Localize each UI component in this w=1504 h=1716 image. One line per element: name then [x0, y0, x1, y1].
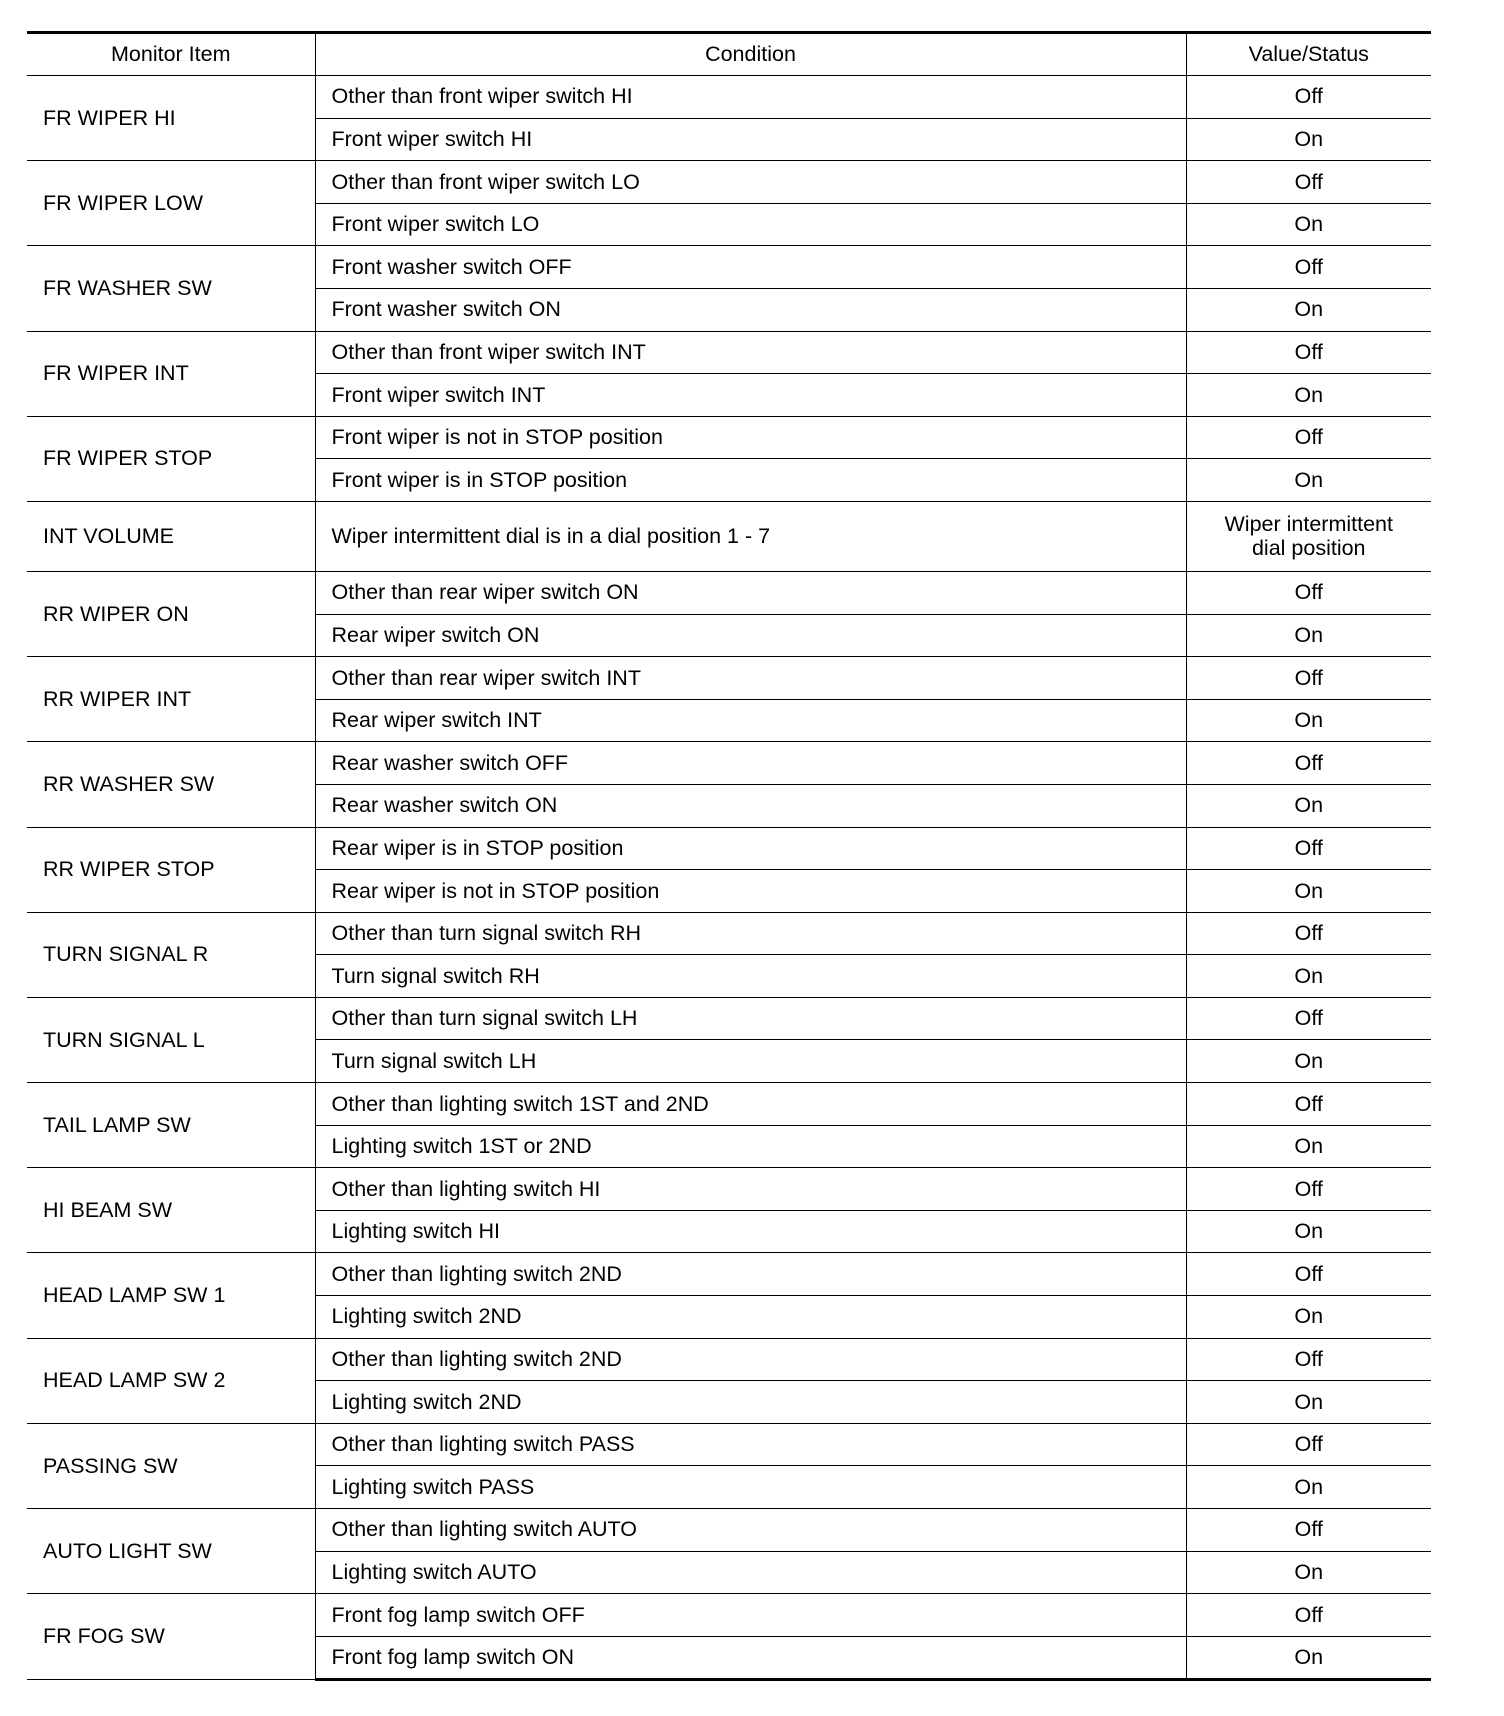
value-status-cell: On	[1186, 1125, 1431, 1168]
condition-cell: Front wiper switch INT	[315, 374, 1186, 417]
condition-cell: Front wiper is not in STOP position	[315, 416, 1186, 459]
value-status-cell: On	[1186, 1381, 1431, 1424]
table-row	[27, 501, 1431, 571]
condition-cell: Other than front wiper switch INT	[315, 331, 1186, 374]
condition-cell: Front wiper switch LO	[315, 203, 1186, 246]
value-status-cell: On	[1186, 614, 1431, 657]
table-row	[27, 416, 1431, 459]
condition-cell: Lighting switch HI	[315, 1210, 1186, 1253]
value-status-cell: On	[1186, 1636, 1431, 1680]
monitor-item-cell: RR WIPER INT	[27, 657, 315, 742]
header-value-status: Value/Status	[1186, 33, 1431, 76]
condition-cell: Turn signal switch RH	[315, 955, 1186, 998]
condition-cell: Lighting switch AUTO	[315, 1551, 1186, 1594]
value-status-cell: On	[1186, 374, 1431, 417]
value-status-cell: On	[1186, 1551, 1431, 1594]
value-status-cell: On	[1186, 870, 1431, 913]
table-header	[27, 33, 1431, 76]
monitor-item-cell: HI BEAM SW	[27, 1168, 315, 1253]
table-row	[27, 1083, 1431, 1126]
header-monitor-item: Monitor Item	[27, 33, 315, 76]
table-row	[27, 1509, 1431, 1552]
table-row	[27, 1594, 1431, 1637]
monitor-item-cell: TAIL LAMP SW	[27, 1083, 315, 1168]
value-status-cell: Off	[1186, 742, 1431, 785]
condition-cell: Other than turn signal switch LH	[315, 997, 1186, 1040]
condition-cell: Rear wiper is not in STOP position	[315, 870, 1186, 913]
header-row	[27, 33, 1431, 76]
monitor-item-cell: HEAD LAMP SW 2	[27, 1338, 315, 1423]
condition-cell: Front wiper is in STOP position	[315, 459, 1186, 502]
table-row	[27, 1253, 1431, 1296]
value-status-cell: Off	[1186, 1253, 1431, 1296]
monitor-item-cell: FR WIPER LOW	[27, 161, 315, 246]
header-condition: Condition	[315, 33, 1186, 76]
condition-cell: Other than lighting switch 1ST and 2ND	[315, 1083, 1186, 1126]
table-body	[27, 76, 1431, 1680]
table-row	[27, 997, 1431, 1040]
table-row	[27, 76, 1431, 119]
condition-cell: Turn signal switch LH	[315, 1040, 1186, 1083]
table-row	[27, 1338, 1431, 1381]
condition-cell: Front washer switch ON	[315, 288, 1186, 331]
value-status-cell: Off	[1186, 1594, 1431, 1637]
value-status-cell: On	[1186, 118, 1431, 161]
condition-cell: Other than lighting switch PASS	[315, 1423, 1186, 1466]
condition-cell: Other than front wiper switch LO	[315, 161, 1186, 204]
value-status-cell: Off	[1186, 571, 1431, 614]
condition-cell: Other than lighting switch AUTO	[315, 1509, 1186, 1552]
condition-cell: Other than lighting switch HI	[315, 1168, 1186, 1211]
monitor-item-cell: AUTO LIGHT SW	[27, 1509, 315, 1594]
condition-cell: Rear wiper switch INT	[315, 699, 1186, 742]
value-status-cell: Off	[1186, 1338, 1431, 1381]
table-row	[27, 912, 1431, 955]
condition-cell: Lighting switch PASS	[315, 1466, 1186, 1509]
value-status-cell: On	[1186, 955, 1431, 998]
condition-cell: Rear wiper switch ON	[315, 614, 1186, 657]
value-status-cell: On	[1186, 784, 1431, 827]
condition-cell: Rear washer switch OFF	[315, 742, 1186, 785]
condition-cell: Other than lighting switch 2ND	[315, 1338, 1186, 1381]
monitor-item-cell: FR FOG SW	[27, 1594, 315, 1680]
monitor-item-cell: INT VOLUME	[27, 501, 315, 571]
monitor-item-cell: FR WIPER STOP	[27, 416, 315, 501]
monitor-item-cell: RR WASHER SW	[27, 742, 315, 827]
table-row	[27, 331, 1431, 374]
value-status-cell: Off	[1186, 246, 1431, 289]
condition-cell: Front fog lamp switch ON	[315, 1636, 1186, 1680]
table-row	[27, 657, 1431, 700]
value-status-cell: Off	[1186, 76, 1431, 119]
value-status-cell: Off	[1186, 1423, 1431, 1466]
condition-cell: Wiper intermittent dial is in a dial position 1 - 7	[315, 501, 1186, 571]
value-status-cell: Wiper intermittent dial position	[1186, 501, 1431, 571]
table-row	[27, 246, 1431, 289]
value-status-cell: On	[1186, 699, 1431, 742]
value-status-cell: Off	[1186, 997, 1431, 1040]
value-status-cell: Off	[1186, 1168, 1431, 1211]
monitor-item-cell: TURN SIGNAL R	[27, 912, 315, 997]
value-status-cell: On	[1186, 1210, 1431, 1253]
value-status-cell: On	[1186, 1040, 1431, 1083]
condition-cell: Other than front wiper switch HI	[315, 76, 1186, 119]
value-status-cell: On	[1186, 288, 1431, 331]
condition-cell: Front washer switch OFF	[315, 246, 1186, 289]
condition-cell: Lighting switch 2ND	[315, 1296, 1186, 1339]
monitor-item-cell: PASSING SW	[27, 1423, 315, 1508]
condition-cell: Other than rear wiper switch INT	[315, 657, 1186, 700]
condition-cell: Lighting switch 1ST or 2ND	[315, 1125, 1186, 1168]
monitor-item-cell: FR WASHER SW	[27, 246, 315, 331]
document-page	[27, 31, 1431, 1681]
condition-cell: Rear washer switch ON	[315, 784, 1186, 827]
monitor-item-cell: RR WIPER STOP	[27, 827, 315, 912]
monitor-item-cell: FR WIPER HI	[27, 76, 315, 161]
value-status-cell: Off	[1186, 657, 1431, 700]
condition-cell: Front fog lamp switch OFF	[315, 1594, 1186, 1637]
monitor-item-cell: TURN SIGNAL L	[27, 997, 315, 1082]
value-status-cell: Off	[1186, 827, 1431, 870]
value-status-cell: Off	[1186, 416, 1431, 459]
value-status-cell: On	[1186, 1466, 1431, 1509]
condition-cell: Lighting switch 2ND	[315, 1381, 1186, 1424]
table-row	[27, 571, 1431, 614]
table-row	[27, 1423, 1431, 1466]
value-status-cell: On	[1186, 459, 1431, 502]
value-status-cell: Off	[1186, 161, 1431, 204]
condition-cell: Other than rear wiper switch ON	[315, 571, 1186, 614]
table-row	[27, 1168, 1431, 1211]
monitor-item-cell: HEAD LAMP SW 1	[27, 1253, 315, 1338]
table-row	[27, 742, 1431, 785]
value-status-cell: Off	[1186, 912, 1431, 955]
value-status-cell: Off	[1186, 331, 1431, 374]
monitor-item-cell: RR WIPER ON	[27, 571, 315, 656]
condition-cell: Front wiper switch HI	[315, 118, 1186, 161]
value-status-cell: On	[1186, 203, 1431, 246]
value-status-cell: Off	[1186, 1083, 1431, 1126]
monitor-item-table	[27, 31, 1431, 1681]
table-row	[27, 827, 1431, 870]
condition-cell: Other than turn signal switch RH	[315, 912, 1186, 955]
value-status-cell: Off	[1186, 1509, 1431, 1552]
condition-cell: Other than lighting switch 2ND	[315, 1253, 1186, 1296]
table-row	[27, 161, 1431, 204]
monitor-item-cell: FR WIPER INT	[27, 331, 315, 416]
value-status-cell: On	[1186, 1296, 1431, 1339]
condition-cell: Rear wiper is in STOP position	[315, 827, 1186, 870]
